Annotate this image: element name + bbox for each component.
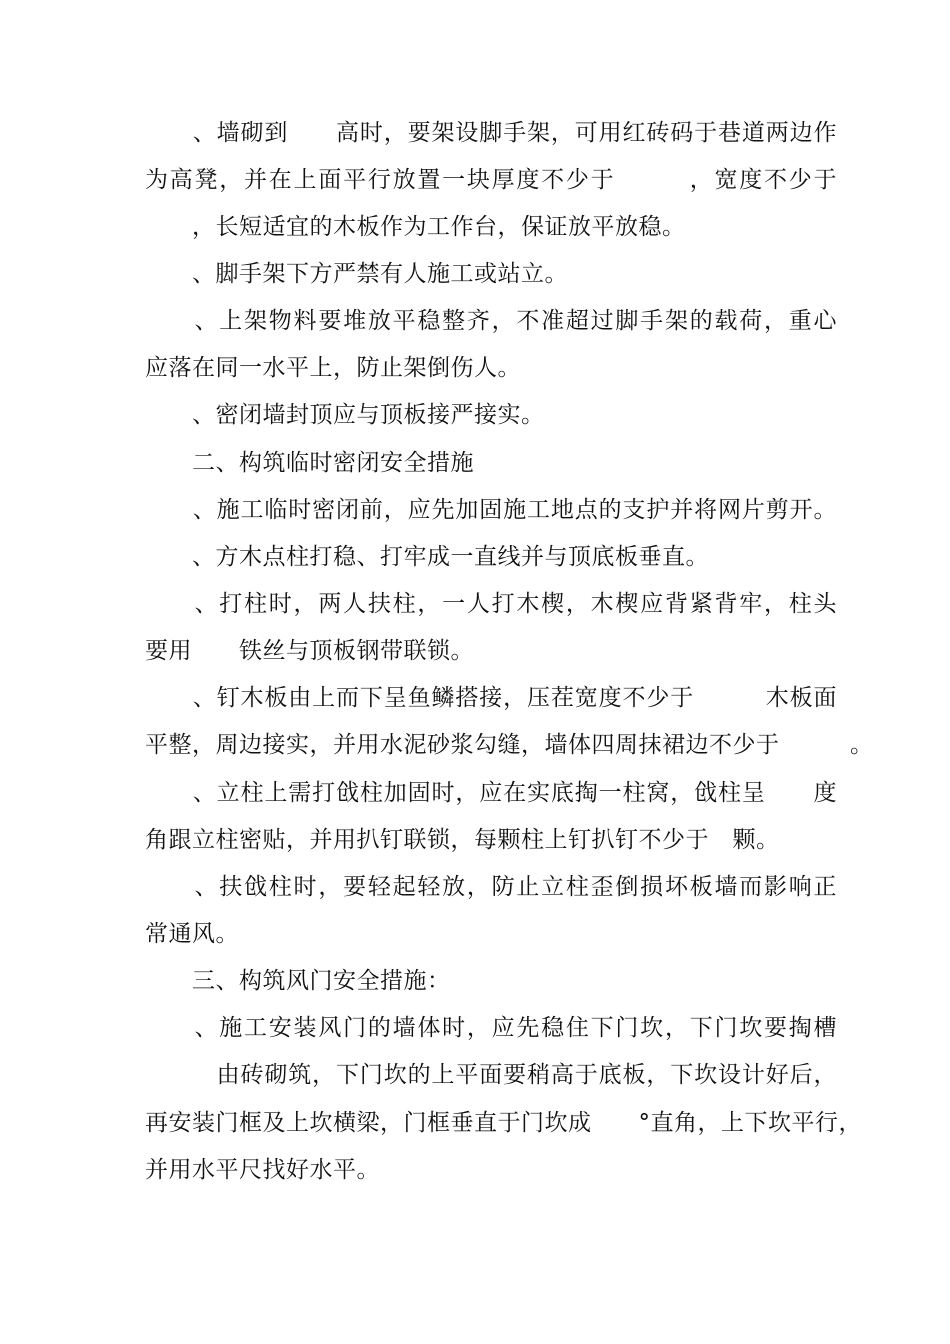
text-line: 、密闭墙封顶应与顶板接严接实。 xyxy=(145,402,545,428)
text-line: 、立柱上需打戗柱加固时，应在实底掏一柱窝，戗柱呈 度 xyxy=(145,780,837,806)
text-line: 、钉木板由上而下呈鱼鳞搭接，压茬宽度不少于 木板面 xyxy=(145,685,837,711)
section-heading: 三、构筑风门安全措施： xyxy=(145,968,451,994)
text-line: 并用水平尺找好水平。 xyxy=(145,1157,380,1183)
text-line: 、施工安装风门的墙体时，应先稳住下门坎，下门坎要掏槽 xyxy=(145,1015,837,1041)
text-line: 平整，周边接实，并用水泥砂浆勾缝，墙体四周抹裙边不少于 。 xyxy=(145,732,874,758)
text-line: 、脚手架下方严禁有人施工或站立。 xyxy=(145,261,568,287)
text-line: 、方木点柱打稳、打牢成一直线并与顶底板垂直。 xyxy=(145,544,709,570)
text-line: 、打柱时，两人扶柱，一人打木楔，木楔应背紧背牢，柱头 xyxy=(145,591,837,617)
text-line: 为高凳，并在上面平行放置一块厚度不少于 ，宽度不少于 xyxy=(145,167,837,193)
text-line: 由砖砌筑，下门坎的上平面要稍高于底板，下坎设计好后， xyxy=(145,1062,837,1088)
text-line: 应落在同一水平上，防止架倒伤人。 xyxy=(145,355,521,381)
text-line: 、扶戗柱时，要轻起轻放，防止立柱歪倒损坏板墙而影响正 xyxy=(145,874,837,900)
text-line: 、墙砌到 高时，要架设脚手架，可用红砖码于巷道两边作 xyxy=(145,120,837,146)
text-line: 、上架物料要堆放平稳整齐，不准超过脚手架的载荷，重心 xyxy=(145,308,837,334)
text-line: ，长短适宜的木板作为工作台，保证放平放稳。 xyxy=(145,214,686,240)
text-line: 常通风。 xyxy=(145,921,239,947)
text-line: 角跟立柱密贴，并用扒钉联锁，每颗柱上钉扒钉不少于 颗。 xyxy=(145,827,780,853)
text-line: 要用 铁丝与顶板钢带联锁。 xyxy=(145,638,474,664)
text-line: 再安装门框及上坎横梁，门框垂直于门坎成 °直角，上下坎平行， xyxy=(145,1110,862,1136)
text-line: 、施工临时密闭前，应先加固施工地点的支护并将网片剪开。 xyxy=(145,497,837,523)
section-heading: 二、构筑临时密闭安全措施 xyxy=(145,450,474,476)
